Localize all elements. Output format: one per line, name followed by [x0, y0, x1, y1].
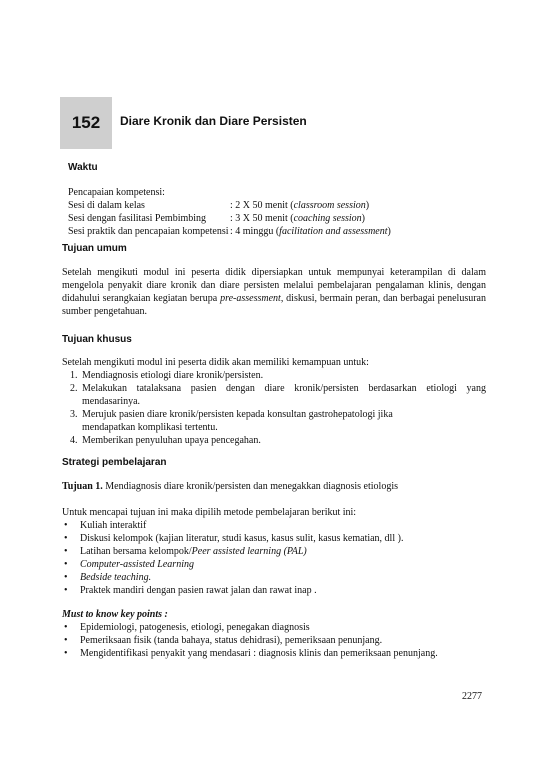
key-points-heading-text: Must to know key points : [62, 609, 168, 620]
tujuan-umum-italic: pre-assessment [220, 293, 281, 304]
list-item [62, 584, 492, 597]
bullet-icon: • [64, 635, 68, 646]
waktu-row-label: Sesi di dalam kelas [68, 200, 145, 211]
list-item [62, 621, 502, 634]
list-item-text: Mendiagnosis etiologi diare kronik/persisten. [82, 370, 264, 381]
list-item-italic: Computer-assisted Learning [80, 559, 194, 570]
tujuan-umum-text: Setelah mengikuti modul ini peserta didik dipersiapkan untuk mempunyai keterampilan di dalam mengelola penyakit diare kronik dan diare persisten melalui pembelajaran pengalaman klinis, dengan didahului serangkaian kegiatan berupa [62, 267, 486, 304]
list-item [62, 408, 486, 434]
waktu-row [68, 225, 391, 238]
list-item [62, 647, 502, 660]
strategi-methods-intro: Untuk mencapai tujuan ini maka dipilih metode pembelajaran berikut ini: [62, 507, 357, 518]
waktu-row [68, 199, 391, 212]
tujuan-umum-paragraph [62, 266, 486, 318]
chapter-number-box [60, 97, 112, 149]
waktu-row-value: : 2 X 50 menit ( [230, 200, 294, 211]
list-item [62, 571, 492, 584]
list-item [62, 558, 492, 571]
waktu-row-label: Sesi dengan fasilitasi Pembimbing [68, 213, 207, 224]
tujuan-khusus-heading: Tujuan khusus [62, 334, 132, 345]
key-points-list [62, 621, 502, 660]
strategi-methods-list [62, 519, 492, 597]
list-item-text: Latihan bersama kelompok/ [80, 546, 192, 557]
strategi-heading: Strategi pembelajaran [62, 457, 167, 468]
chapter-title: Diare Kronik dan Diare Persisten [120, 114, 307, 128]
list-item-italic: Peer assisted learning (PAL) [191, 546, 307, 557]
list-item [62, 369, 486, 382]
strategi-tujuan-text: Mendiagnosis diare kronik/persisten dan menegakkan diagnosis etiologis [102, 481, 399, 492]
waktu-intro: Pencapaian kompetensi: [68, 187, 165, 198]
strategi-tujuan [62, 480, 398, 493]
waktu-row-value: : 4 minggu ( [230, 226, 280, 237]
waktu-row-close: ) [387, 226, 391, 237]
list-item-text: Pemeriksaan fisik (tanda bahaya, status dehidrasi), pemeriksaan penunjang. [80, 635, 383, 646]
strategi-methods-section [62, 506, 492, 597]
waktu-row-close: ) [365, 200, 370, 211]
list-item [62, 382, 486, 408]
bullet-icon: • [64, 622, 68, 633]
bullet-icon: • [64, 546, 68, 557]
chapter-number: 152 [71, 113, 101, 132]
list-item [62, 545, 492, 558]
bullet-icon: • [64, 559, 68, 570]
waktu-row-value: : 3 X 50 menit ( [230, 213, 294, 224]
list-item-text: Merujuk pasien diare kronik/persisten kepada konsultan gastrohepatologi jika mendapatkan komplikasi tertentu. [82, 409, 393, 433]
bullet-icon: • [64, 520, 68, 531]
waktu-row [68, 212, 391, 225]
list-item [62, 532, 492, 545]
list-item-text: Mengidentifikasi penyakit yang mendasari : diagnosis klinis dan pemeriksaan penunjang. [80, 648, 438, 659]
list-item-number: 4. [70, 435, 78, 446]
list-item-text: Epidemiologi, patogenesis, etiologi, penegakan diagnosis [80, 622, 310, 633]
waktu-row-note: classroom session [293, 200, 366, 211]
list-item-text: Memberikan penyuluhan upaya pencegahan. [82, 435, 261, 446]
tujuan-khusus-section [62, 356, 486, 447]
list-item-text: Diskusi kelompok (kajian literatur, studi kasus, kasus sulit, kasus kematian, dll ). [80, 533, 404, 544]
page-number: 2277 [462, 691, 482, 702]
list-item [62, 434, 486, 447]
bullet-icon: • [64, 585, 68, 596]
strategi-tujuan-label: Tujuan 1. [62, 481, 103, 492]
tujuan-khusus-list [62, 369, 486, 447]
key-points-heading [62, 608, 502, 621]
list-item-number: 1. [70, 370, 78, 381]
bullet-icon: • [64, 648, 68, 659]
waktu-section [68, 186, 391, 238]
waktu-heading: Waktu [68, 162, 98, 173]
list-item [62, 519, 492, 532]
list-item [62, 634, 502, 647]
list-item-text: Melakukan tatalaksana pasien dengan diare kronik/persisten berdasarkan etiologi yang mendasarinya. [82, 383, 486, 407]
list-item-number: 3. [70, 409, 78, 420]
bullet-icon: • [64, 572, 68, 583]
waktu-row-note: coaching session [293, 213, 362, 224]
waktu-row-label: Sesi praktik dan pencapaian kompetensi [68, 226, 229, 237]
tujuan-khusus-intro: Setelah mengikuti modul ini peserta didik akan memiliki kemampuan untuk: [62, 357, 369, 368]
waktu-row-close: ) [361, 213, 365, 224]
tujuan-umum-text-end: , diskusi, bermain peran, dan berbagai penelusuran sumber pengetahuan. [62, 293, 486, 317]
list-item-italic: Bedside teaching. [80, 572, 152, 583]
list-item-number: 2. [70, 383, 78, 394]
bullet-icon: • [64, 533, 68, 544]
waktu-row-note: facilitation and assessment [279, 226, 388, 237]
tujuan-umum-heading: Tujuan umum [62, 243, 127, 254]
list-item-text: Kuliah interaktif [80, 520, 147, 531]
key-points-section [62, 608, 502, 660]
list-item-text: Praktek mandiri dengan pasien rawat jalan dan rawat inap . [80, 585, 317, 596]
